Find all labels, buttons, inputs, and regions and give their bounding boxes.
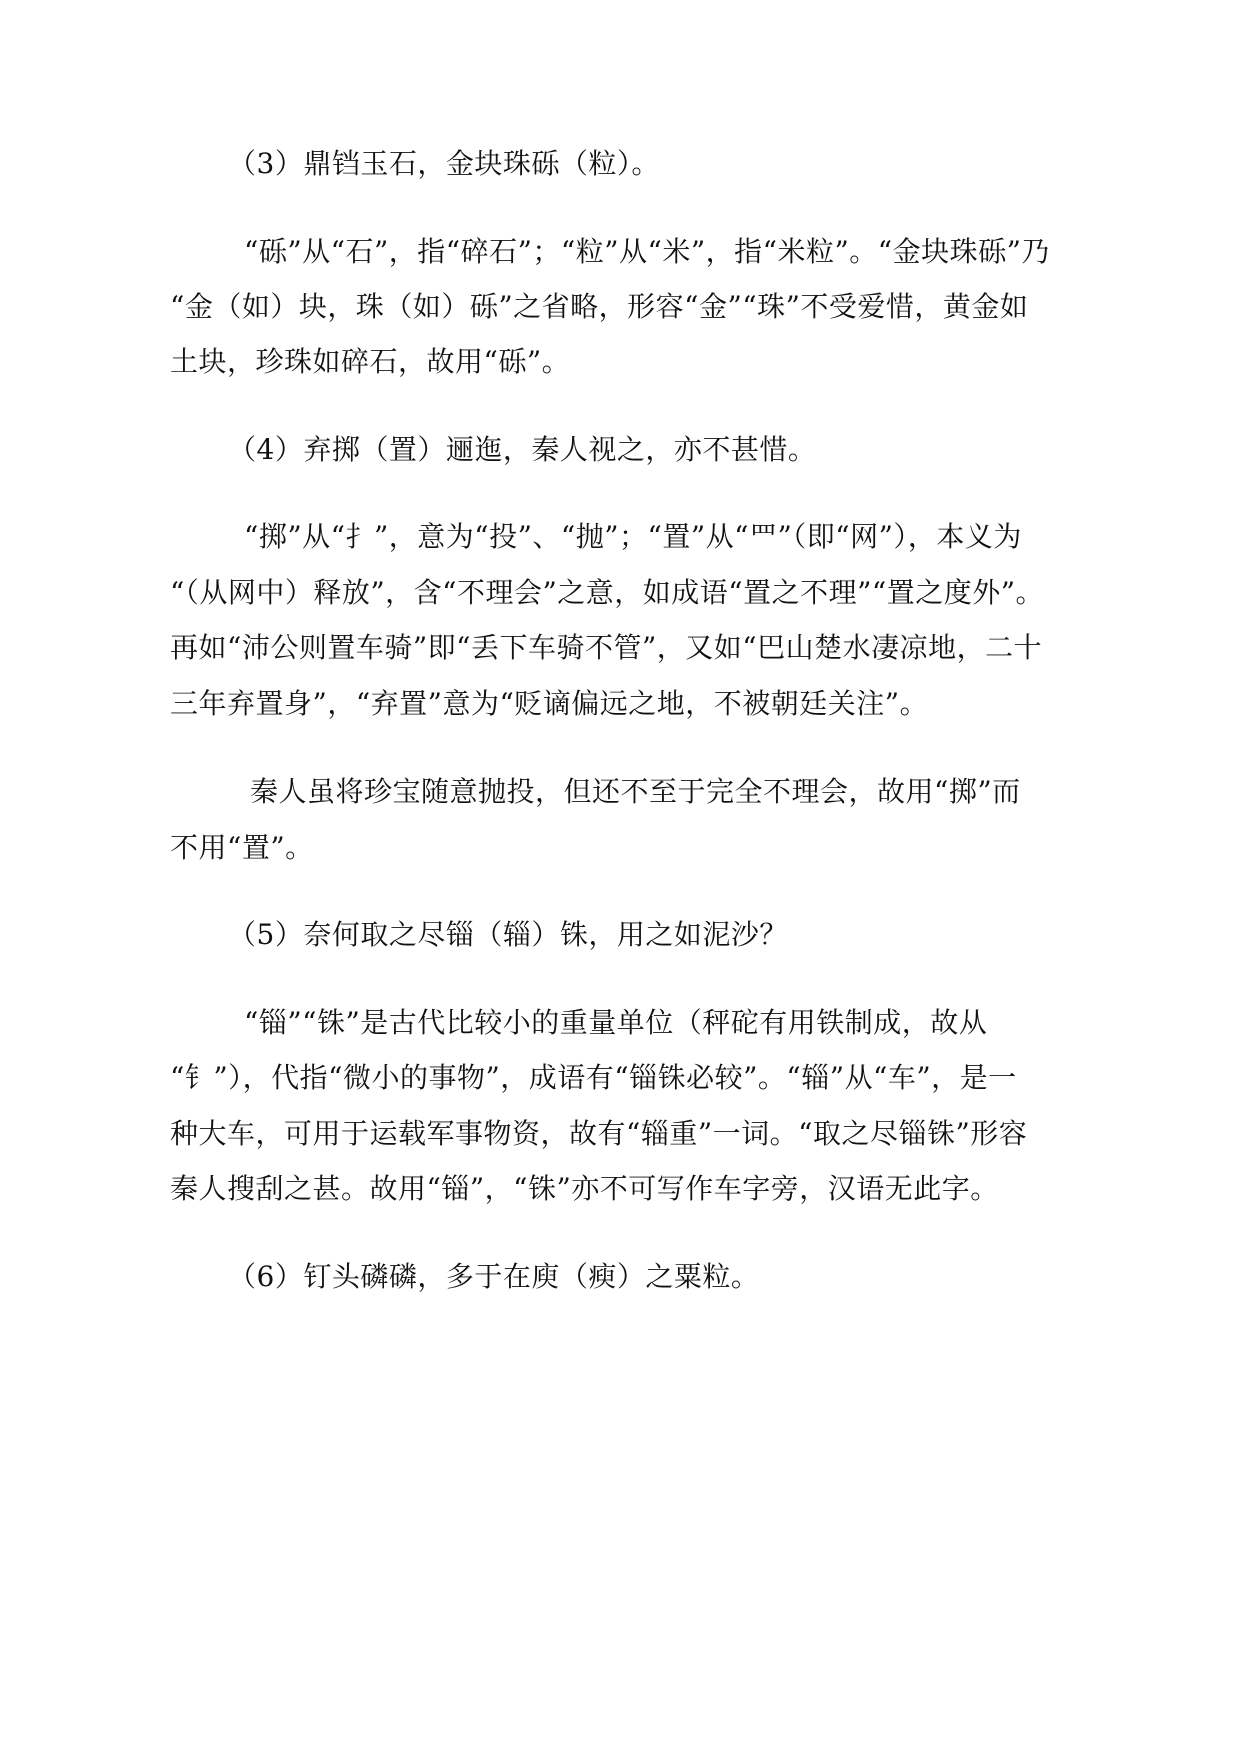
paragraph-4-line-4: 三年弃置身”，“弃置”意为“贬谪偏远之地，不被朝廷关注”。 [170, 687, 929, 720]
paragraph-5-line-4: 秦人搜刮之甚。故用“锱”，“铢”亦不可写作车字旁，汉语无此字。 [170, 1172, 999, 1205]
heading-item-5: （5）奈何取之尽锱（辎）铢，用之如泥沙？ [228, 918, 788, 951]
paragraph-5-line-2: “钅”），代指“微小的事物”，成语有“锱铢必较”。“辎”从“车”，是一 [170, 1061, 1017, 1094]
heading-item-4: （4）弃掷（置）逦迤，秦人视之，亦不甚惜。 [228, 433, 817, 466]
paragraph-3-line-3: 土块，珍珠如碎石，故用“砾”。 [170, 345, 571, 378]
heading-item-6: （6）钉头磷磷，多于在庾（瘐）之粟粒。 [228, 1260, 760, 1293]
heading-item-3: （3）鼎铛玉石，金块珠砾（粒）。 [228, 147, 660, 180]
paragraph-5-line-3: 种大车，可用于运载军事物资，故有“辎重”一词。“取之尽锱铢”形容 [170, 1117, 1028, 1150]
paragraph-4b-line-2: 不用“置”。 [170, 831, 314, 864]
paragraph-3-line-2: “金（如）块，珠（如）砾”之省略，形容“金”“珠”不受爱惜，黄金如 [170, 290, 1029, 323]
paragraph-4-line-3: 再如“沛公则置车骑”即“丢下车骑不管”，又如“巴山楚水凄凉地，二十 [170, 631, 1043, 664]
paragraph-3-line-1: “砾”从“石”，指“碎石”；“粒”从“米”，指“米粒”。“金块珠砾”乃 [244, 235, 1050, 268]
paragraph-4-line-2: “（从网中）释放”，含“不理会”之意，如成语“置之不理”“置之度外”。 [170, 576, 1045, 609]
paragraph-5-line-1: “锱”“铢”是古代比较小的重量单位（秤砣有用铁制成，故从 [244, 1006, 988, 1039]
paragraph-4b-line-1: 秦人虽将珍宝随意抛投，但还不至于完全不理会，故用“掷”而 [250, 775, 1021, 808]
paragraph-4-line-1: “掷”从“扌”，意为“投”、“抛”；“置”从“罒”（即“网”），本义为 [244, 520, 1022, 553]
